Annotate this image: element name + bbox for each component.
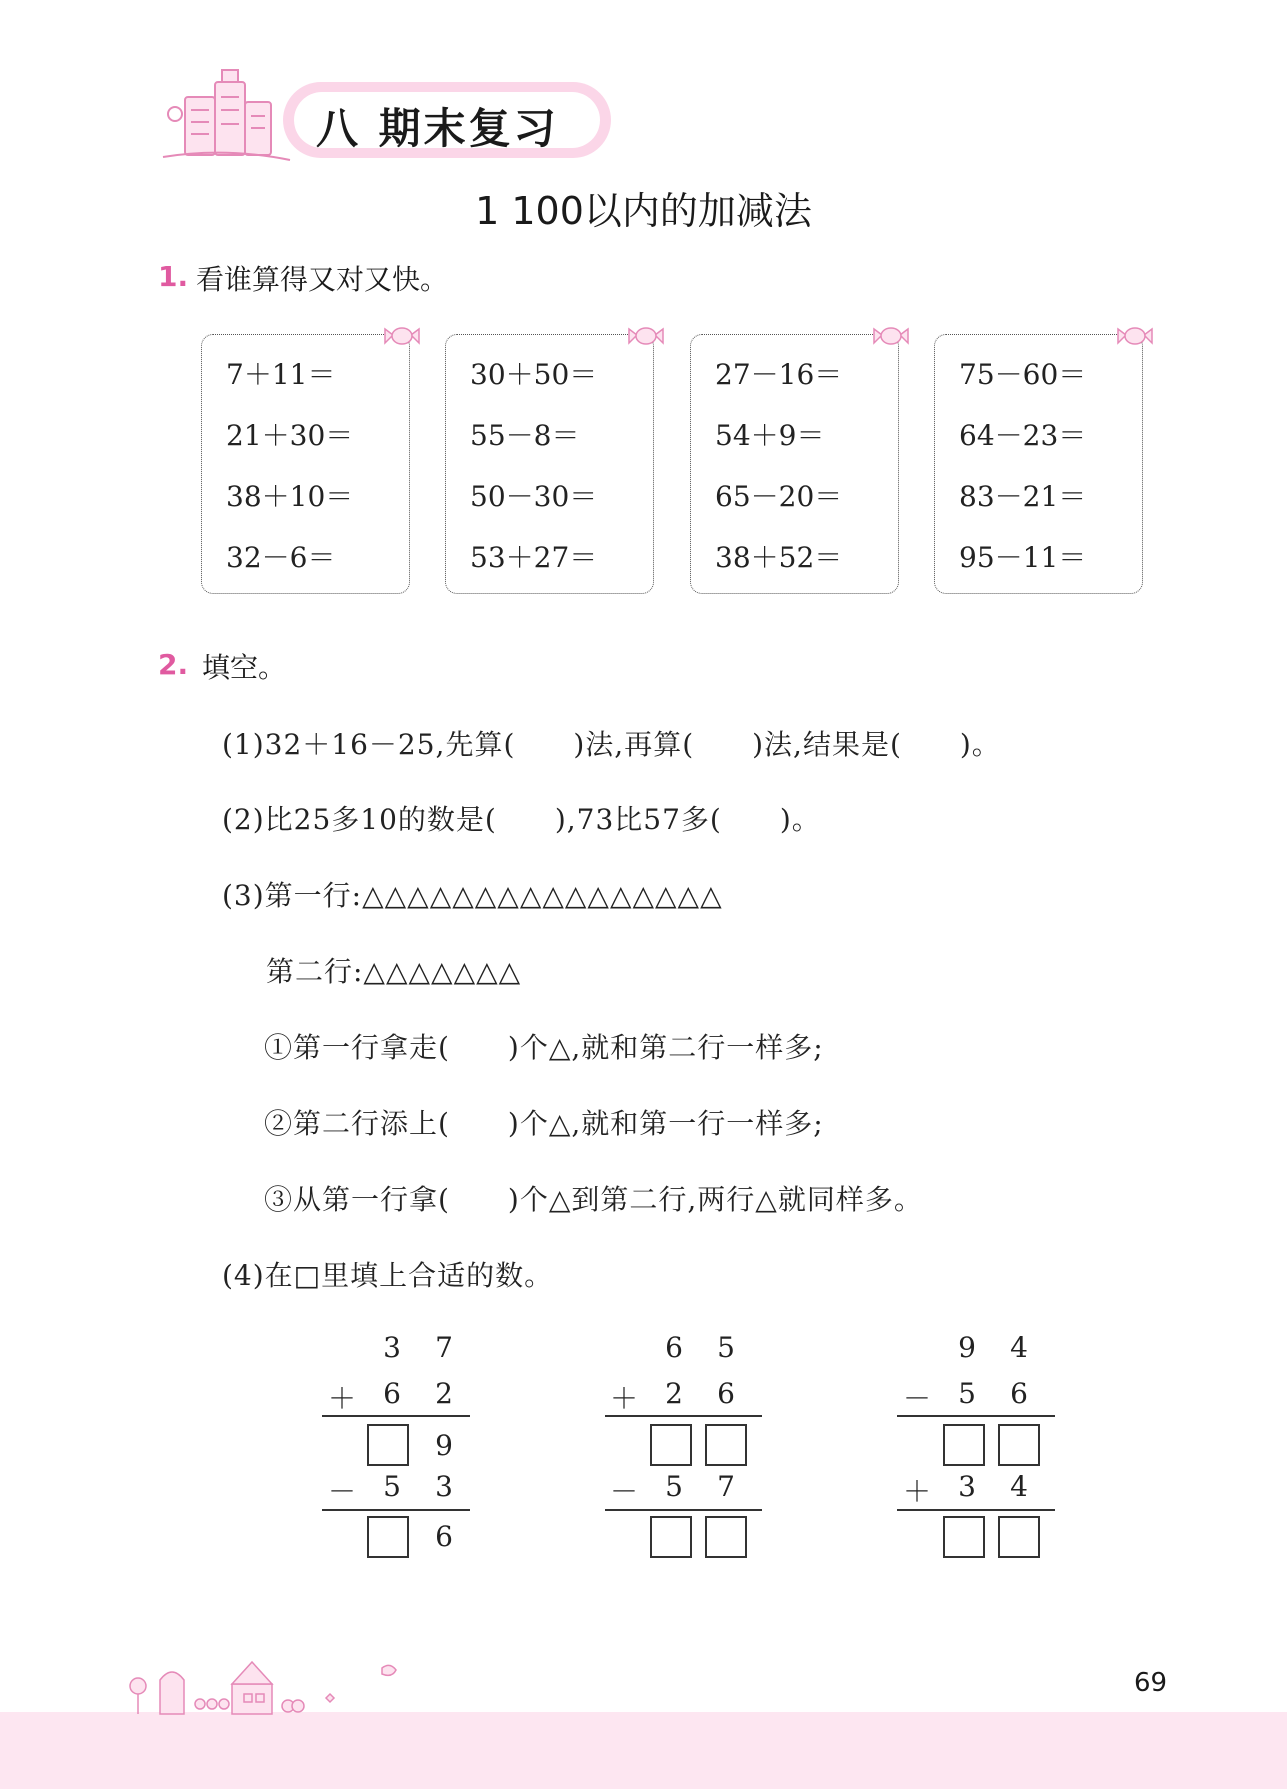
calc-line bbox=[897, 1415, 1055, 1417]
page-number: 69 bbox=[1134, 1668, 1168, 1698]
q2-part3-b: ②第二行添上( )个△,就和第一行一样多; bbox=[264, 1107, 824, 1140]
digit: 6 bbox=[665, 1331, 683, 1364]
answer-box[interactable] bbox=[998, 1516, 1040, 1558]
q2-part3-a: ①第一行拿走( )个△,就和第二行一样多; bbox=[264, 1031, 824, 1064]
exercise-box-1 bbox=[201, 334, 410, 594]
digit: 2 bbox=[665, 1377, 683, 1410]
calc-line bbox=[322, 1415, 470, 1417]
section-title: 1 100以内的加减法 bbox=[475, 189, 812, 233]
exercise-box-2 bbox=[445, 334, 654, 594]
answer-box[interactable] bbox=[650, 1424, 692, 1466]
q2-part1: (1)32＋16－25,先算( )法,再算( )法,结果是( )。 bbox=[222, 728, 1001, 761]
q2-part2: (2)比25多10的数是( ),73比57多( )。 bbox=[222, 803, 821, 836]
problem: 38＋52＝ bbox=[715, 541, 843, 574]
q2-instruction: 填空。 bbox=[202, 651, 287, 684]
candy-icon bbox=[627, 323, 665, 349]
problem: 54＋9＝ bbox=[715, 419, 825, 452]
q2-part3-row2: 第二行:△△△△△△△ bbox=[266, 955, 522, 988]
digit: 5 bbox=[958, 1377, 976, 1410]
digit: 5 bbox=[717, 1331, 735, 1364]
digit: 7 bbox=[717, 1470, 735, 1503]
q2-number: 2. bbox=[158, 648, 189, 681]
q2-part4: (4)在□里填上合适的数。 bbox=[222, 1259, 554, 1292]
digit: 6 bbox=[1010, 1377, 1028, 1410]
footer-band bbox=[0, 1712, 1287, 1789]
problem: 50－30＝ bbox=[470, 480, 598, 513]
digit: 4 bbox=[1010, 1331, 1028, 1364]
answer-box[interactable] bbox=[367, 1516, 409, 1558]
operator: － bbox=[609, 1475, 638, 1508]
digit: 5 bbox=[665, 1470, 683, 1503]
problem: 53＋27＝ bbox=[470, 541, 598, 574]
problem: 27－16＝ bbox=[715, 358, 843, 391]
digit: 9 bbox=[958, 1331, 976, 1364]
digit: 3 bbox=[383, 1331, 401, 1364]
problem: 65－20＝ bbox=[715, 480, 843, 513]
operator: － bbox=[327, 1475, 356, 1508]
calc-line bbox=[897, 1509, 1055, 1511]
operator: ＋ bbox=[902, 1475, 931, 1508]
answer-box[interactable] bbox=[367, 1424, 409, 1466]
candy-icon bbox=[1116, 323, 1154, 349]
problem: 7＋11＝ bbox=[226, 358, 336, 391]
problem: 95－11＝ bbox=[959, 541, 1087, 574]
operator: － bbox=[902, 1382, 931, 1415]
problem: 32－6＝ bbox=[226, 541, 336, 574]
q1-instruction: 看谁算得又对又快。 bbox=[196, 263, 449, 296]
answer-box[interactable] bbox=[943, 1424, 985, 1466]
digit: 5 bbox=[383, 1470, 401, 1503]
digit: 7 bbox=[435, 1331, 453, 1364]
calc-line bbox=[322, 1509, 470, 1511]
candy-icon bbox=[872, 323, 910, 349]
problem: 64－23＝ bbox=[959, 419, 1087, 452]
chapter-title: 八 期末复习 bbox=[316, 104, 559, 153]
operator: ＋ bbox=[609, 1382, 638, 1415]
q1-number: 1. bbox=[158, 260, 189, 293]
problem: 38＋10＝ bbox=[226, 480, 354, 513]
answer-box[interactable] bbox=[705, 1424, 747, 1466]
answer-box[interactable] bbox=[650, 1516, 692, 1558]
answer-box[interactable] bbox=[943, 1516, 985, 1558]
digit: 4 bbox=[1010, 1470, 1028, 1503]
digit: 6 bbox=[717, 1377, 735, 1410]
digit: 6 bbox=[435, 1520, 453, 1553]
calc-line bbox=[605, 1509, 762, 1511]
q2-part3-row1: (3)第一行:△△△△△△△△△△△△△△△△ bbox=[222, 879, 723, 912]
problem: 83－21＝ bbox=[959, 480, 1087, 513]
school-building-illustration bbox=[155, 62, 295, 167]
answer-box[interactable] bbox=[705, 1516, 747, 1558]
problem: 30＋50＝ bbox=[470, 358, 598, 391]
digit: 2 bbox=[435, 1377, 453, 1410]
exercise-box-3 bbox=[690, 334, 899, 594]
problem: 75－60＝ bbox=[959, 358, 1087, 391]
town-illustration bbox=[120, 1648, 400, 1718]
operator: ＋ bbox=[327, 1382, 356, 1415]
digit: 3 bbox=[435, 1470, 453, 1503]
problem: 21＋30＝ bbox=[226, 419, 354, 452]
digit: 9 bbox=[435, 1429, 453, 1462]
digit: 3 bbox=[958, 1470, 976, 1503]
digit: 6 bbox=[383, 1377, 401, 1410]
answer-box[interactable] bbox=[998, 1424, 1040, 1466]
calc-line bbox=[605, 1415, 762, 1417]
problem: 55－8＝ bbox=[470, 419, 580, 452]
q2-part3-c: ③从第一行拿( )个△到第二行,两行△就同样多。 bbox=[264, 1183, 923, 1216]
exercise-box-4 bbox=[934, 334, 1143, 594]
candy-icon bbox=[383, 323, 421, 349]
